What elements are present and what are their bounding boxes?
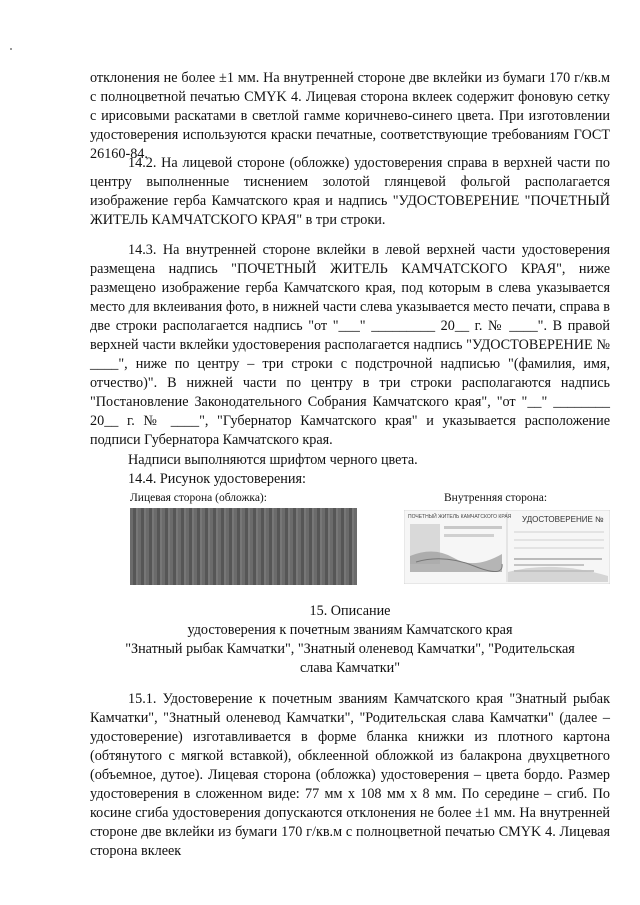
certificate-inner-drawing — [404, 510, 610, 584]
paragraph-14-2: 14.2. На лицевой стороне (обложке) удостоверения справа в верхней части по центру выполненные тиснением золотой глянцевой фольгой располагается изображение герба Камчатского края и надпись "УДОСТОВЕРЕНИЕ "ПОЧЕТНЫЙ ЖИТЕЛЬ КАМЧАТСКОГО КРАЯ" в три строки. — [90, 155, 610, 228]
paragraph-14-4: 14.4. Рисунок удостоверения: — [128, 471, 306, 487]
section-15-title-line-3: "Знатный рыбак Камчатки", "Знатный оленевод Камчатки", "Родительская — [125, 641, 575, 657]
scan-speck — [10, 48, 12, 50]
certificate-cover-image — [130, 508, 357, 585]
section-15-title-line-2: удостоверения к почетным званиям Камчатского края — [187, 622, 513, 638]
inner-heading: УДОСТОВЕРЕНИЕ № — [522, 515, 604, 524]
paragraph-15-1: 15.1. Удостоверение к почетным званиям Камчатского края "Знатный рыбак Камчатки", "Знатный оленевод Камчатки", "Родительская слава Камчатки" (далее – удостоверение) изготавливается в форме бланка книжки из плотного картона (обтянутого с мягкой вставкой), обклеенной обложкой из балакрона двухцветного (объемное, дутое). Лицевая сторона (обложка) удостоверения – цвета бордо. Размер удостоверения в сложенном виде: 77 мм х 108 мм х 8 мм. По середине – сгиб. По косине сгиба удостоверения допускаются отклонения не более ±1 мм. На внутренней стороне две вклейки из бумаги 170 г/кв.м с полноцветной печатью CMYK 4. Лицевая сторона вклеек — [90, 691, 610, 859]
section-15-title-line-1: 15. Описание — [309, 603, 391, 619]
paragraph-14-3: 14.3. На внутренней стороне вклейки в левой верхней части удостоверения размещена надпись "ПОЧЕТНЫЙ ЖИТЕЛЬ КАМЧАТСКОГО КРАЯ", ниже размещено изображение герба Камчатского края, под которым в слева указывается место для вклеивания фото, в нижней части слева указывается место печати, справа в две строки располагается надпись "от "___" _________ 20__ г. № ____". В правой верхней части вклейки удостоверения располагается надпись "УДОСТОВЕРЕНИЕ № ____", ниже по центру – три строки с подстрочной надписью "(фамилия, имя, отчество)". В нижней части по центру в три строки располагаются надпись "Постановление Законодательного Собрания Камчатского края", "от "__" ________ 20__ г. № ____", "Губернатор Камчатского края" и указывается расположение подписи Губернатора Камчатского края. — [90, 242, 610, 448]
caption-front-side: Лицевая сторона (обложка): — [130, 492, 267, 504]
certificate-inner-image — [404, 510, 610, 584]
caption-inner-side: Внутренняя сторона: — [444, 492, 548, 504]
section-15-title-line-4: слава Камчатки" — [299, 660, 401, 676]
paragraph-font-note: Надписи выполняются шрифтом черного цвета. — [128, 452, 418, 468]
inner-left-title: ПОЧЕТНЫЙ ЖИТЕЛЬ КАМЧАТСКОГО КРАЯ — [408, 514, 512, 520]
paragraph-14-1-continuation: отклонения не более ±1 мм. На внутренней стороне две вклейки из бумаги 170 г/кв.м с полноцветной печатью CMYK 4. Лицевая сторона вклеек содержит фоновую сетку с ирисовыми раскатами в светлой гамме коричнево-синего цвета. При изготовлении удостоверения используются краски печатные, соответствующие требованиям ГОСТ 26160-84. — [90, 70, 610, 162]
